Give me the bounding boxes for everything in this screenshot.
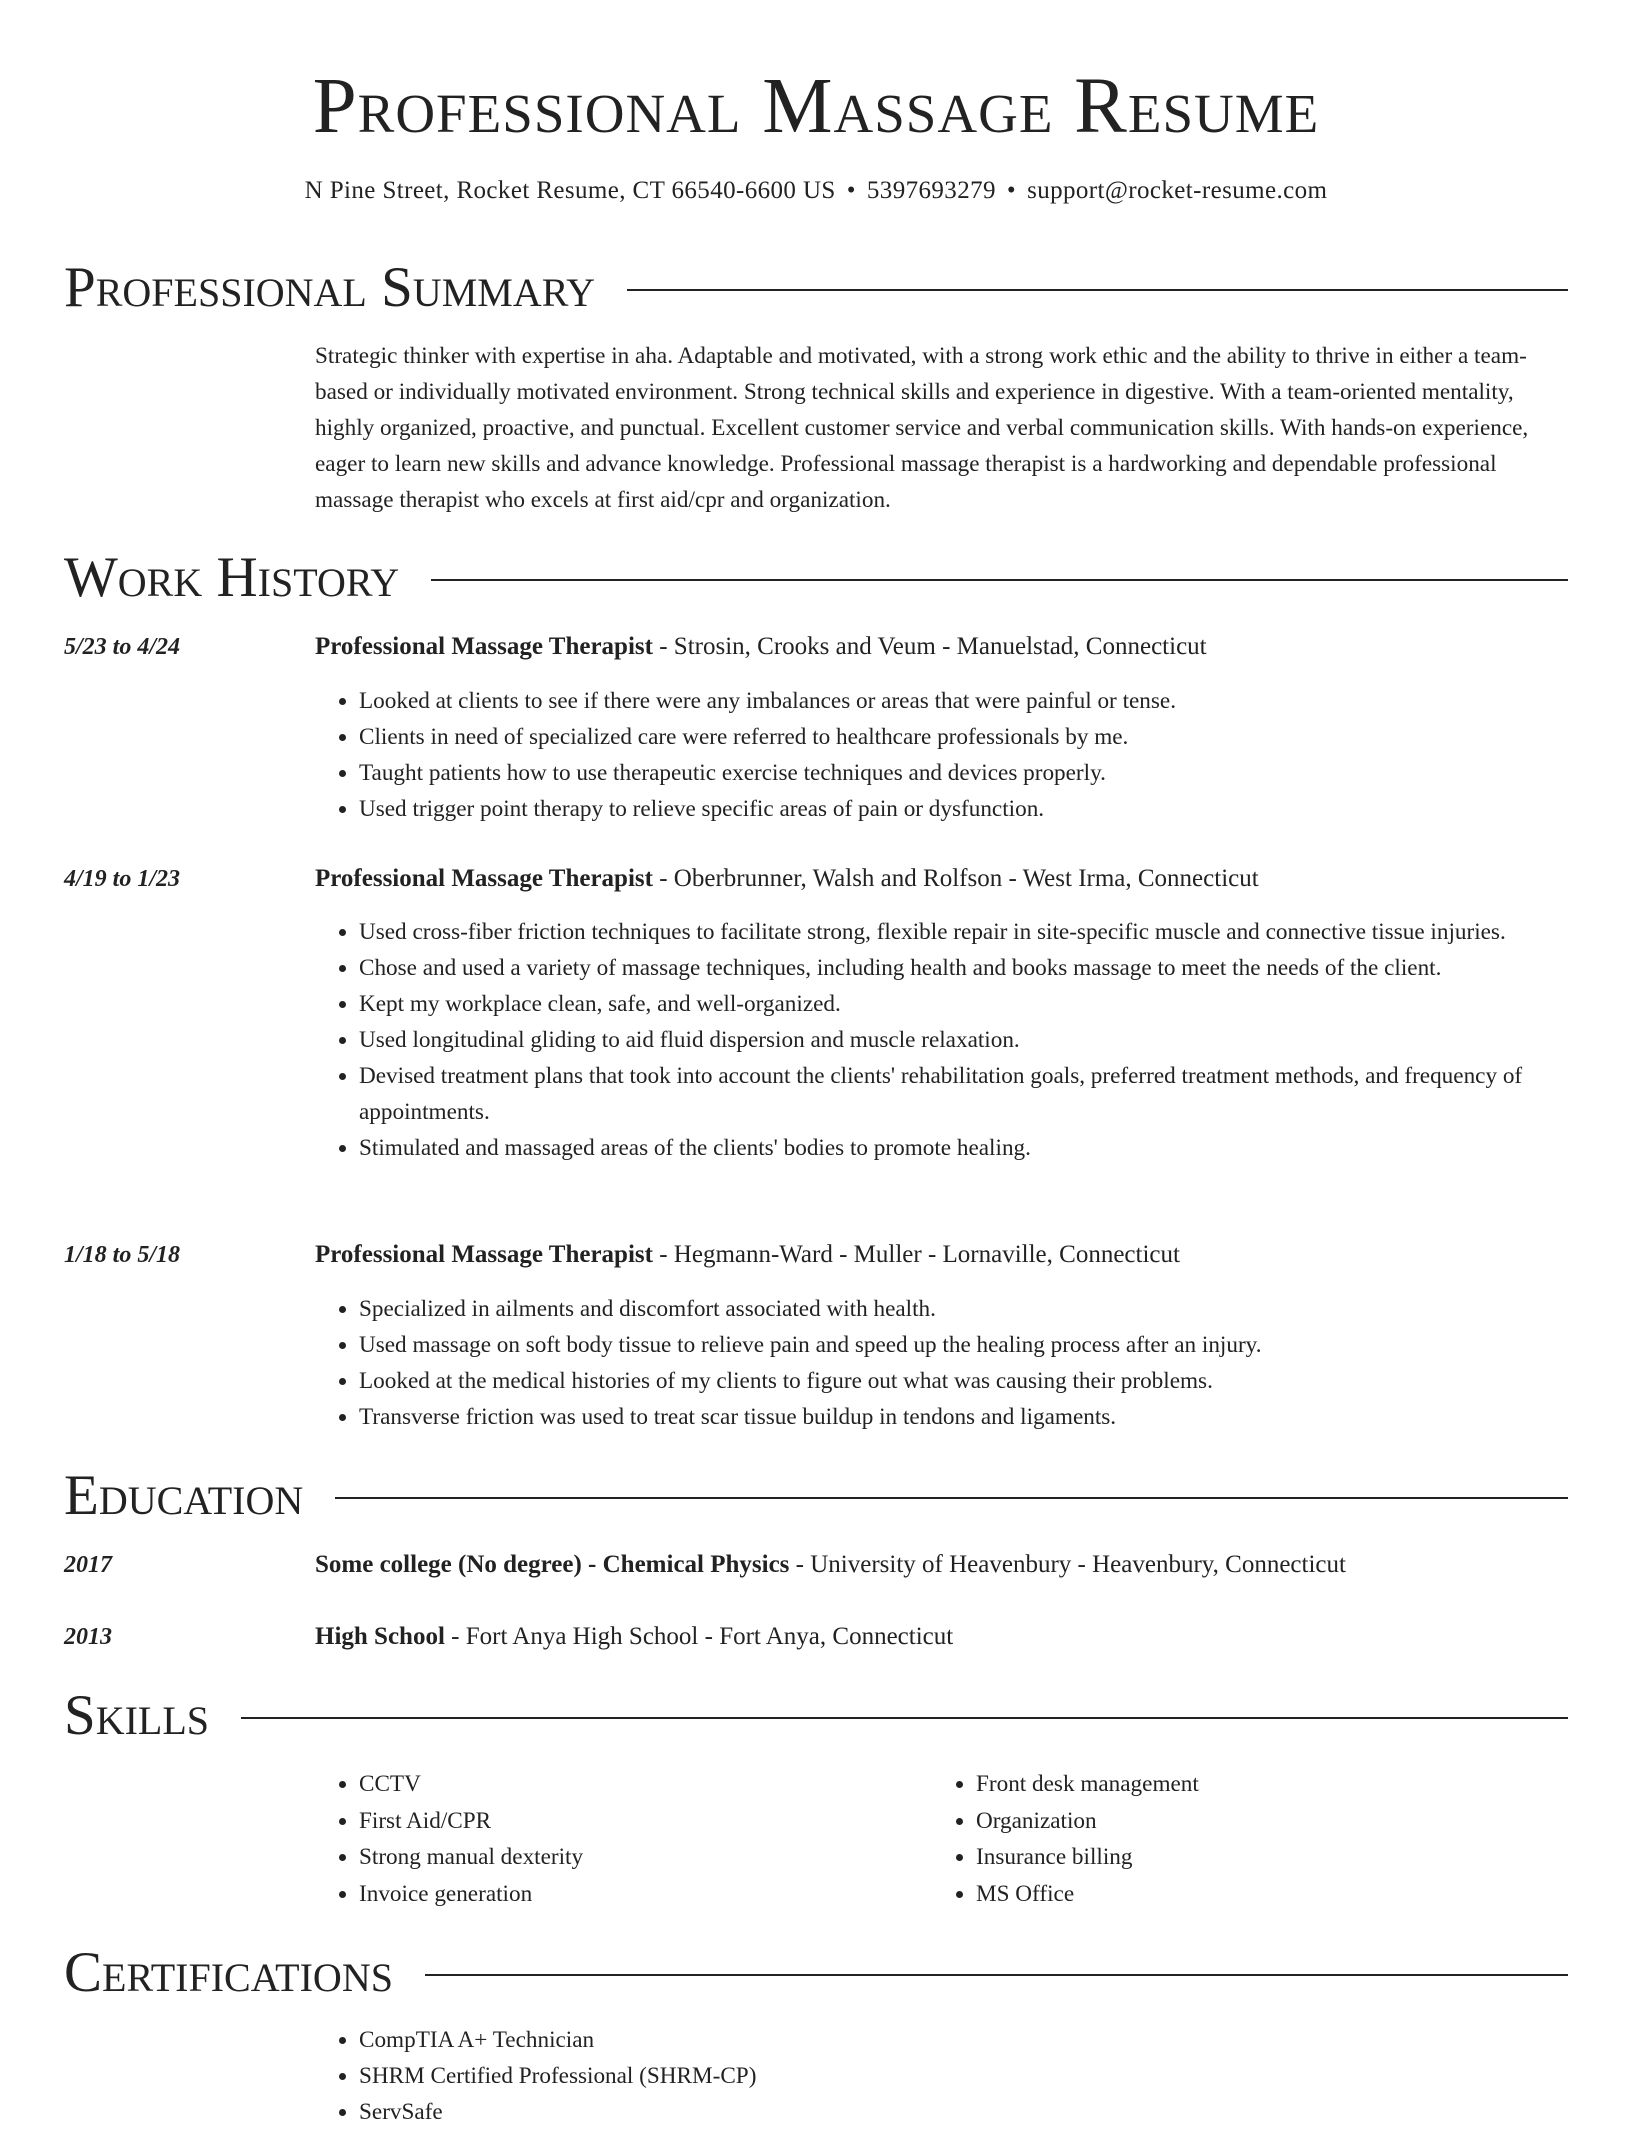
certifications-list	[315, 2022, 1568, 2130]
job-employer: - Hegmann-Ward - Muller - Lornaville, Connecticut	[652, 1241, 1180, 1268]
job-headline	[315, 629, 1568, 665]
job-bullets	[315, 914, 1568, 1166]
skill-item: • Insurance billing	[976, 1839, 1568, 1876]
job-title: Professional Massage Therapist	[315, 633, 653, 660]
contact-separator: •	[1006, 177, 1017, 204]
job-bullets	[315, 1291, 1568, 1435]
work-history-section-heading	[64, 546, 1568, 610]
certification-item: • CompTIA A+ Technician	[359, 2022, 1568, 2058]
job-bullet: • Looked at clients to see if there were any imbalances or areas that were painful or tense.	[359, 683, 1568, 719]
job-bullet: • Devised treatment plans that took into account the clients' rehabilitation goals, preferred treatment methods, and frequency of appointments.	[359, 1058, 1568, 1130]
section-title: Skills	[64, 1684, 210, 1747]
job-bullet: • Looked at the medical histories of my clients to figure out what was causing their problems.	[359, 1363, 1568, 1399]
skill-item: • Strong manual dexterity	[359, 1839, 932, 1876]
job-bullet: • Clients in need of specialized care were referred to healthcare professionals by me.	[359, 719, 1568, 755]
job-title: Professional Massage Therapist	[315, 1241, 653, 1268]
certification-item: • ServSafe	[359, 2094, 1568, 2130]
section-divider	[627, 289, 1568, 291]
job-bullet: • Used trigger point therapy to relieve specific areas of pain or dysfunction.	[359, 791, 1568, 827]
education-section-heading	[64, 1464, 1568, 1528]
skill-item: • MS Office	[976, 1876, 1568, 1913]
contact-phone: 5397693279	[866, 177, 996, 204]
education-headline	[315, 1547, 1568, 1583]
job-dates: 4/19 to 1/23	[64, 866, 181, 892]
skill-item: • Invoice generation	[359, 1876, 932, 1913]
job-bullet: • Used massage on soft body tissue to relieve pain and speed up the healing process after an injury.	[359, 1327, 1568, 1363]
section-title: Education	[64, 1464, 304, 1527]
job-bullet: • Used longitudinal gliding to aid fluid dispersion and muscle relaxation.	[359, 1022, 1568, 1058]
job-bullet: • Used cross-fiber friction techniques to facilitate strong, flexible repair in site-specific muscle and connective tissue injuries.	[359, 914, 1568, 950]
section-divider	[241, 1717, 1568, 1719]
skill-item: • CCTV	[359, 1766, 932, 1803]
job-employer: - Oberbrunner, Walsh and Rolfson - West Irma, Connecticut	[652, 865, 1259, 892]
job-bullets	[315, 683, 1568, 827]
education-year: 2017	[64, 1552, 112, 1578]
summary-section-heading	[64, 256, 1568, 320]
education-year: 2013	[64, 1624, 112, 1650]
skills-list-right	[932, 1766, 1568, 1912]
contact-email: support@rocket-resume.com	[1027, 177, 1328, 204]
education-headline	[315, 1619, 1568, 1655]
job-bullet: • Kept my workplace clean, safe, and well-organized.	[359, 986, 1568, 1022]
section-title: Professional Summary	[64, 256, 596, 319]
skills-section-heading	[64, 1684, 1568, 1748]
contact-address: N Pine Street, Rocket Resume, CT 66540-6600 US	[304, 177, 836, 204]
skills-list-left	[315, 1766, 932, 1912]
certifications-section-heading	[64, 1941, 1568, 2005]
summary-text: Strategic thinker with expertise in aha. Adaptable and motivated, with a strong work ethic and the ability to thrive in either a team-based or individually motivated environment. Strong technical skills and experience in digestive. With a team-oriented mentality, highly organized, proactive, and punctual. Excellent customer service and verbal communication skills. With hands-on experience, eager to learn new skills and advance knowledge. Professional massage therapist is a hardworking and dependable professional massage therapist who excels at first aid/cpr and organization.	[315, 343, 1529, 513]
skill-item: • First Aid/CPR	[359, 1803, 932, 1840]
section-divider	[431, 579, 1568, 581]
skill-item: • Front desk management	[976, 1766, 1568, 1803]
section-divider	[425, 1974, 1568, 1976]
certification-item: • SHRM Certified Professional (SHRM-CP)	[359, 2058, 1568, 2094]
section-divider	[335, 1497, 1568, 1499]
job-bullet: • Specialized in ailments and discomfort associated with health.	[359, 1291, 1568, 1327]
contact-line	[64, 174, 1568, 208]
job-bullet: • Stimulated and massaged areas of the clients' bodies to promote healing.	[359, 1130, 1568, 1166]
job-headline	[315, 1237, 1568, 1273]
job-dates: 1/18 to 5/18	[64, 1242, 181, 1268]
job-bullet: • Transverse friction was used to treat scar tissue buildup in tendons and ligaments.	[359, 1399, 1568, 1435]
education-school: - Fort Anya High School - Fort Anya, Connecticut	[444, 1623, 954, 1650]
section-title: Certifications	[64, 1941, 393, 2004]
job-employer: - Strosin, Crooks and Veum - Manuelstad, Connecticut	[652, 633, 1207, 660]
skill-item: • Organization	[976, 1803, 1568, 1840]
job-bullet: • Taught patients how to use therapeutic exercise techniques and devices properly.	[359, 755, 1568, 791]
contact-separator: •	[846, 177, 856, 204]
job-title: Professional Massage Therapist	[315, 865, 653, 892]
job-bullet: • Chose and used a variety of massage techniques, including health and books massage to meet the needs of the client.	[359, 950, 1568, 986]
job-headline	[315, 861, 1568, 897]
education-degree: High School	[315, 1623, 445, 1650]
education-degree: Some college (No degree) - Chemical Physics	[315, 1551, 790, 1578]
resume-title: Professional Massage Resume	[312, 63, 1320, 150]
section-title: Work History	[64, 546, 400, 609]
job-dates: 5/23 to 4/24	[64, 634, 181, 660]
education-school: - University of Heavenbury - Heavenbury, Connecticut	[789, 1551, 1346, 1578]
